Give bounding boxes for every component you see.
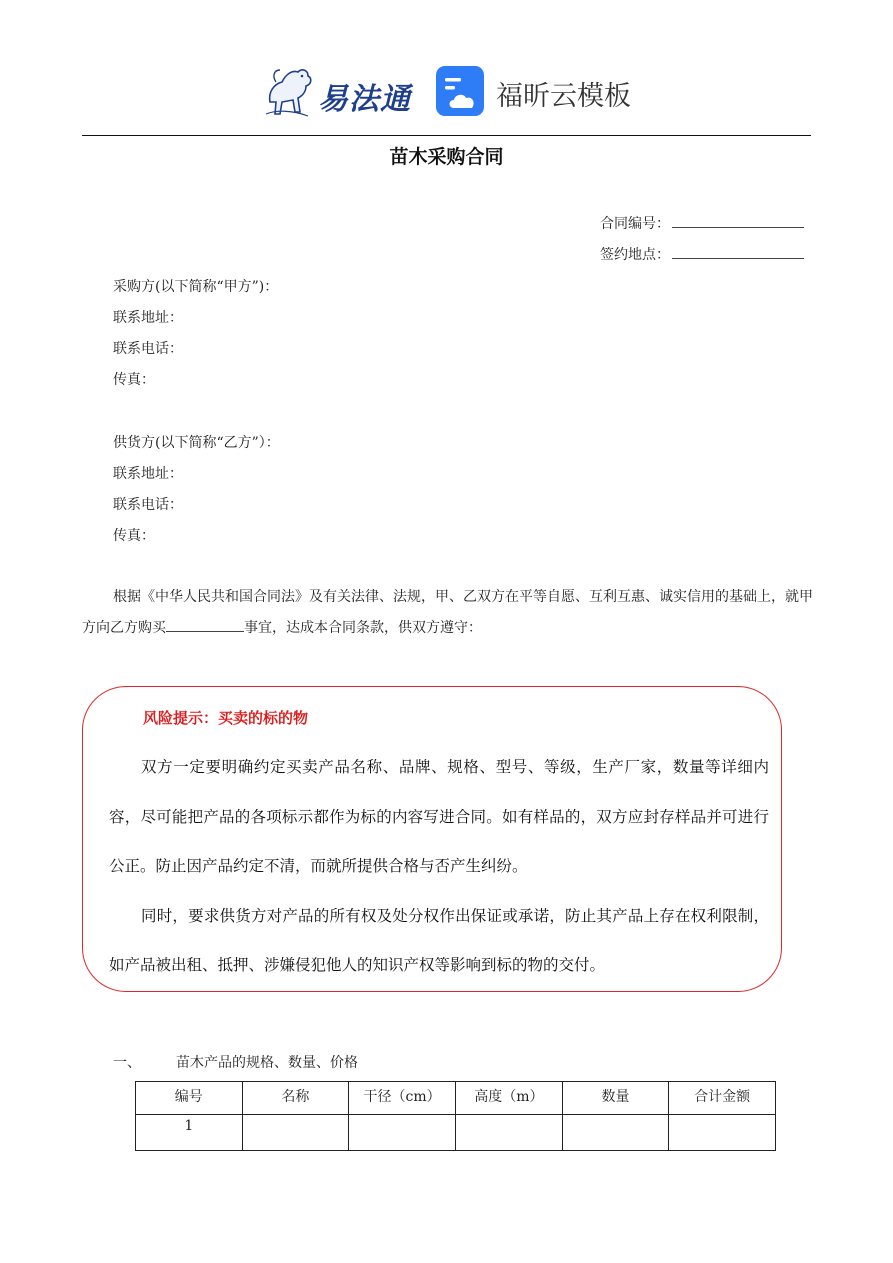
contract-title: 苗木采购合同 — [389, 146, 504, 168]
table-row — [136, 1115, 776, 1151]
table-header-cell: 干径（cm） — [349, 1082, 456, 1115]
seller-name-label: 供货方(以下简称“乙方”）： — [113, 435, 280, 451]
spec-table — [135, 1081, 776, 1151]
sign-place-blank — [672, 246, 804, 259]
risk-warning-title: 风险提示：买卖的标的物 — [143, 709, 309, 727]
table-header-cell: 合计金额 — [669, 1082, 776, 1115]
buyer-address-label: 联系地址： — [113, 310, 183, 326]
table-header-cell: 数量 — [562, 1082, 669, 1115]
buyer-phone-label: 联系电话： — [113, 341, 183, 357]
seller-address-label: 联系地址： — [113, 466, 183, 482]
intro-paragraph — [82, 582, 813, 644]
qilin-icon — [262, 62, 318, 120]
section-number: 一、 — [113, 1055, 141, 1071]
contract-number-label: 合同编号： — [600, 216, 670, 232]
foxit-template-logo-text: 福昕云模板 — [496, 81, 631, 112]
header-divider — [82, 135, 811, 136]
table-header-cell: 名称 — [242, 1082, 349, 1115]
seller-fax-label: 传真： — [113, 528, 155, 544]
table-cell[interactable] — [669, 1115, 776, 1151]
risk-warning-body — [109, 743, 769, 991]
intro-text-part2: 事宜，达成本合同条款，供双方遵守： — [244, 620, 482, 636]
intro-text-part1: 根据《中华人民共和国合同法》及有关法律、法规，甲、乙双方在平等自愿、互利互惠、诚实信用的基础上，就甲方向乙方购买 — [82, 589, 813, 636]
table-cell[interactable] — [455, 1115, 562, 1151]
foxit-template-logo — [436, 64, 636, 120]
section-heading — [113, 1052, 358, 1072]
buyer-fax-label: 传真： — [113, 372, 155, 388]
risk-paragraph: 同时，要求供货方对产品的所有权及处分权作出保证或承诺，防止其产品上存在权利限制，如产品被出租、抵押、涉嫌侵犯他人的知识产权等影响到标的物的交付。 — [109, 906, 769, 974]
seller-phone-label: 联系电话： — [113, 497, 183, 513]
contract-number-blank — [672, 215, 804, 228]
table-header-row — [136, 1082, 776, 1115]
table-cell[interactable] — [349, 1115, 456, 1151]
section-title: 苗木产品的规格、数量、价格 — [176, 1055, 358, 1071]
cloud-document-icon — [436, 66, 484, 116]
buyer-name-label: 采购方(以下简称“甲方”)： — [113, 279, 279, 295]
table-header-cell: 编号 — [136, 1082, 243, 1115]
sign-place-field — [600, 244, 804, 264]
risk-paragraph: 双方一定要明确约定买卖产品名称、品牌、规格、型号、等级，生产厂家，数量等详细内容，尽可能把产品的各项标示都作为标的内容写进合同。如有样品的，双方应封存样品并可进行公正。防止因产品约定不清，而就所提供合格与否产生纠纷。 — [109, 758, 769, 875]
sign-place-label: 签约地点： — [600, 247, 670, 263]
table-cell: 1 — [136, 1115, 243, 1151]
contract-number-field — [600, 213, 804, 233]
table-cell[interactable] — [242, 1115, 349, 1151]
table-header-cell: 高度（m） — [455, 1082, 562, 1115]
risk-warning-box — [82, 686, 782, 992]
page-header — [0, 56, 893, 126]
yifatong-logo-text: 易法通 — [318, 82, 411, 117]
yifatong-logo — [262, 62, 412, 120]
purchase-item-blank — [166, 619, 244, 632]
table-cell[interactable] — [562, 1115, 669, 1151]
